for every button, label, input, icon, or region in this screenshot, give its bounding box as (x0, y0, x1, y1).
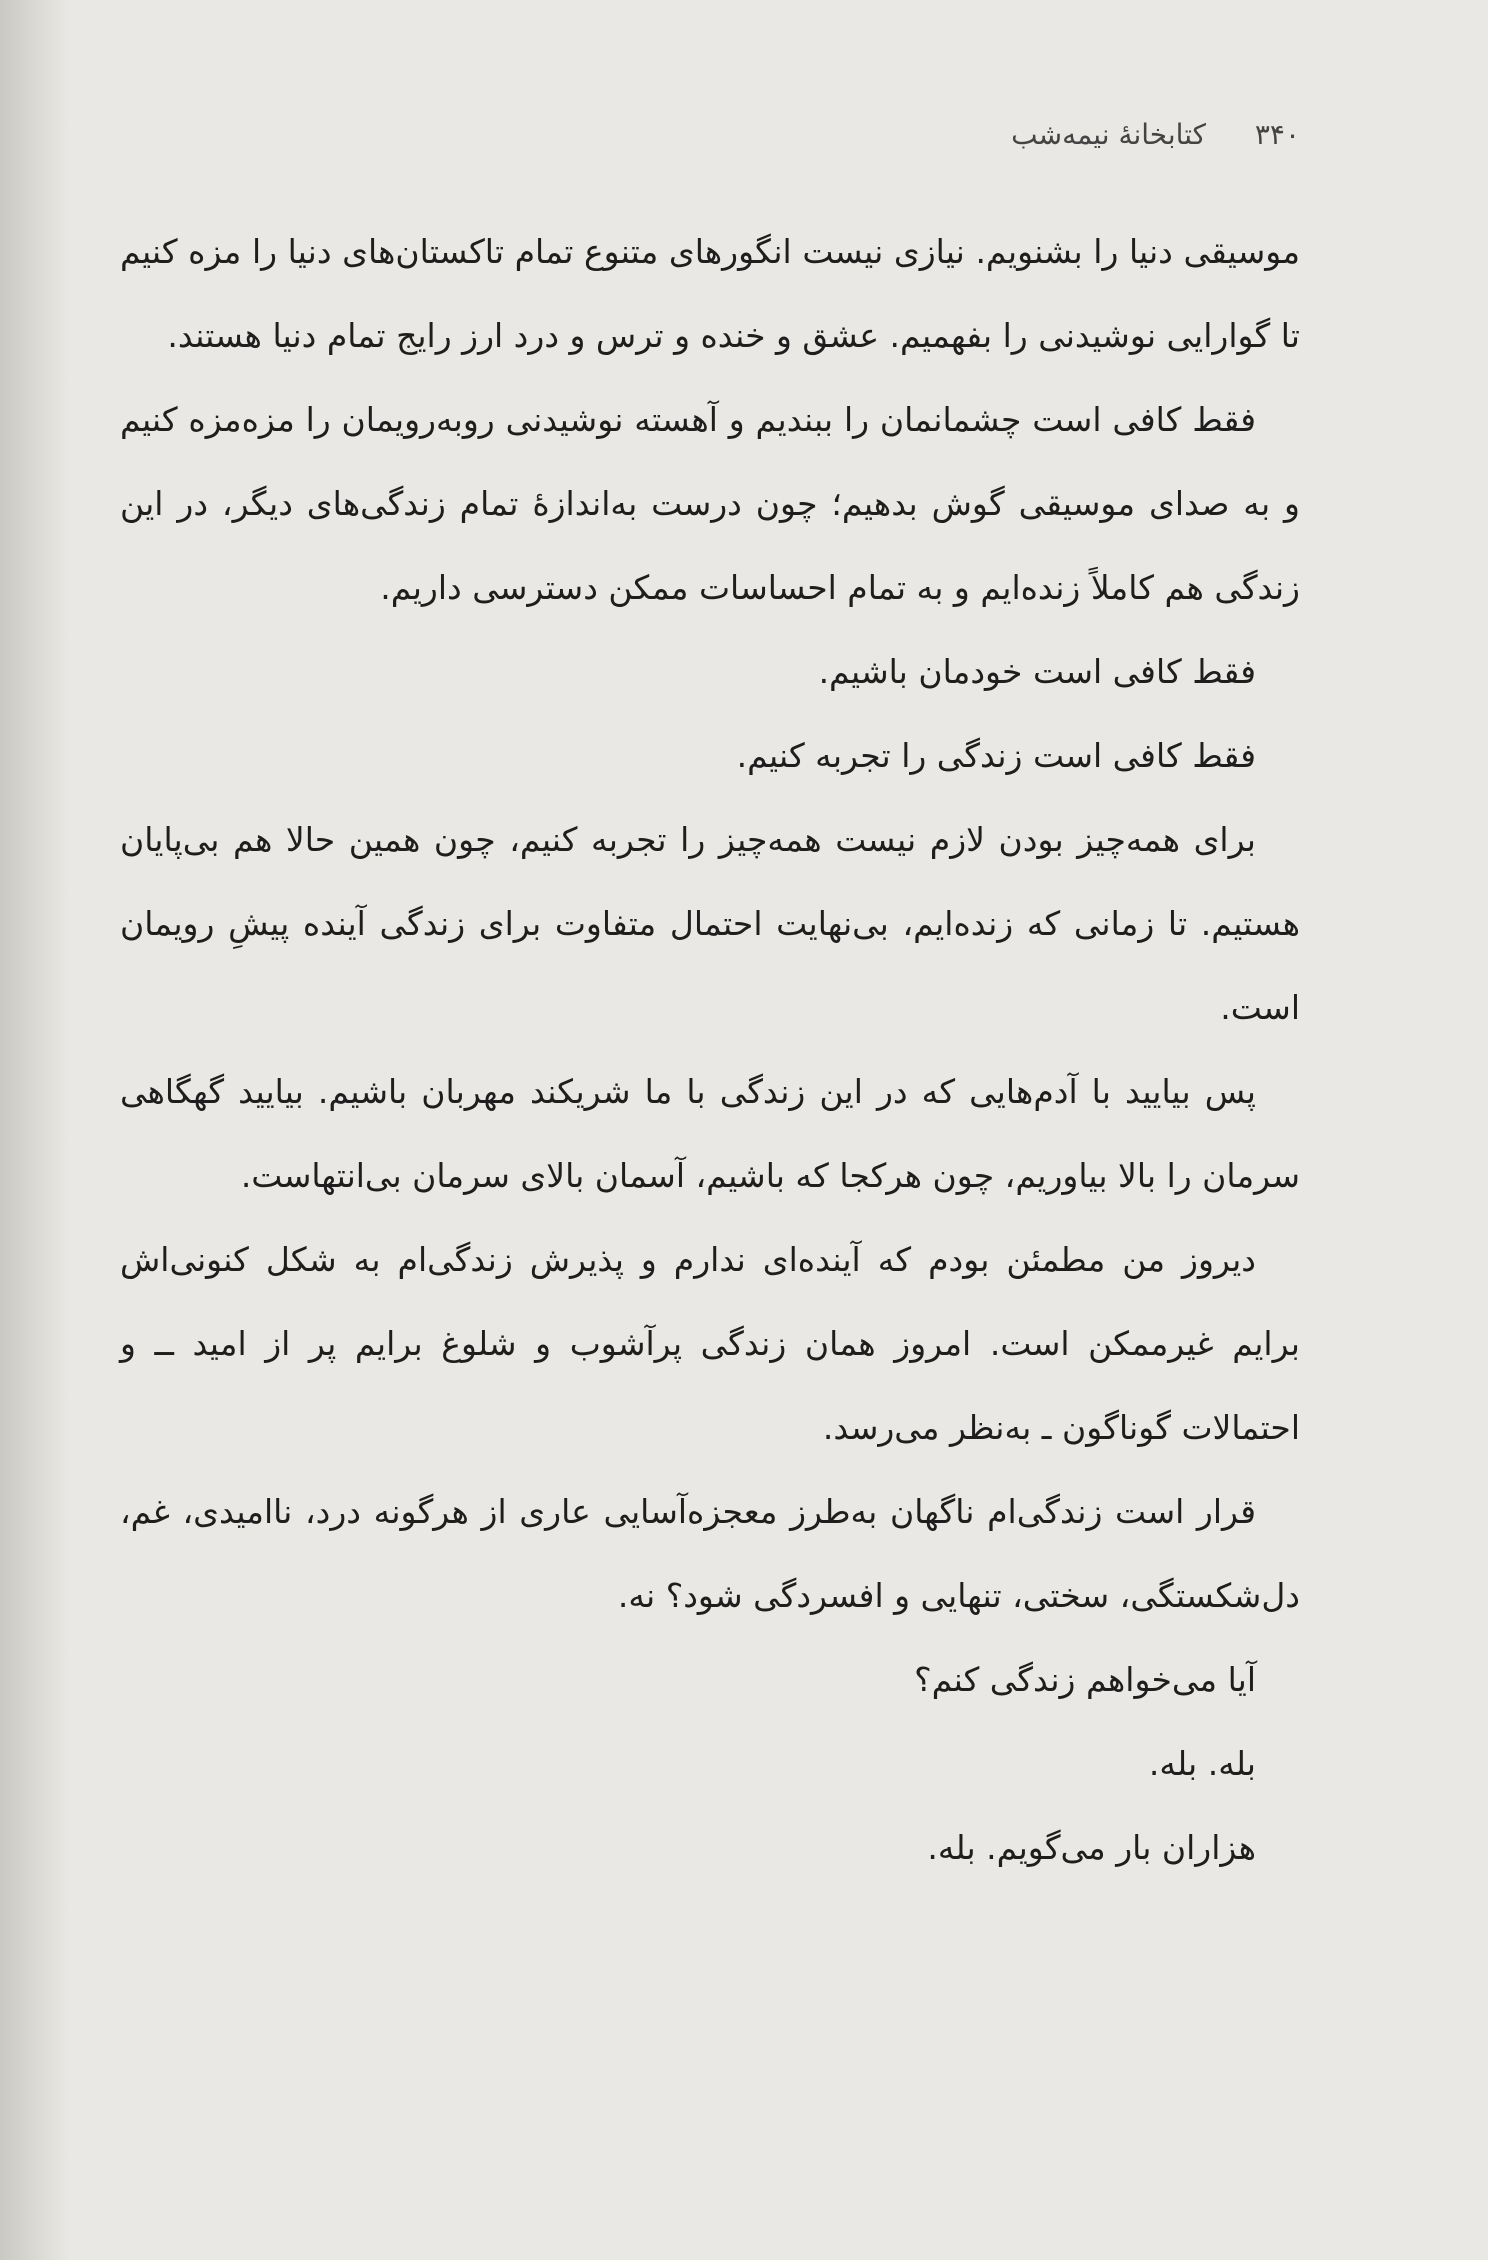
paragraph: قرار است زندگی‌ام ناگهان به‌طرز معجزه‌آسایی عاری از هرگونه درد، ناامیدی، غم، دل‌شکستگی، سختی، تنهایی و افسردگی شود؟ نه. (120, 1492, 1300, 1615)
paragraph: فقط کافی است زندگی را تجربه کنیم. (736, 736, 1256, 775)
paragraph: هزاران بار می‌گویم. بله. (927, 1828, 1256, 1867)
book-gutter-shadow (0, 0, 70, 2260)
running-header (1011, 118, 1300, 151)
page-body (120, 210, 1300, 1890)
paragraph-continued: موسیقی دنیا را بشنویم. نیازی نیست انگورهای متنوع تمام تاکستان‌های دنیا را مزه کنیم تا گوارایی نوشیدنی را بفهمیم. عشق و خنده و ترس و درد ارز رایج تمام دنیا هستند. (120, 232, 1300, 355)
paragraph: دیروز من مطمئن بودم که آینده‌ای ندارم و پذیرش زندگی‌ام به شکل کنونی‌اش برایم غیرممکن است. امروز همان زندگی پرآشوب و شلوغ برایم پر از امید ــ و احتمالات گوناگون ـ به‌نظر می‌رسد. (120, 1240, 1300, 1447)
paragraph: فقط کافی است خودمان باشیم. (818, 652, 1256, 691)
paragraph: برای همه‌چیز بودن لازم نیست همه‌چیز را تجربه کنیم، چون همین حالا هم بی‌پایان هستیم. تا زمانی که زنده‌ایم، بی‌نهایت احتمال متفاوت برای زندگی آینده پیشِ رویمان است. (120, 820, 1300, 1027)
paragraph: آیا می‌خواهم زندگی کنم؟ (914, 1660, 1256, 1699)
paragraph: فقط کافی است چشمانمان را ببندیم و آهسته نوشیدنی روبه‌رویمان را مزه‌مزه کنیم و به صدای موسیقی گوش بدهیم؛ چون درست به‌اندازهٔ تمام زندگی‌های دیگر، در این زندگی هم کاملاً زنده‌ایم و به تمام احساسات ممکن دسترسی داریم. (120, 400, 1300, 607)
paragraph: پس بیایید با آدم‌هایی که در این زندگی با ما شریکند مهربان باشیم. بیایید گهگاهی سرمان را بالا بیاوریم، چون هرکجا که باشیم، آسمان بالای سرمان بی‌انتهاست. (120, 1072, 1300, 1195)
book-title: کتابخانهٔ نیمه‌شب (1011, 118, 1206, 151)
paragraph: بله. بله. (1148, 1744, 1256, 1783)
page-number: ۳۴۰ (1254, 118, 1300, 151)
